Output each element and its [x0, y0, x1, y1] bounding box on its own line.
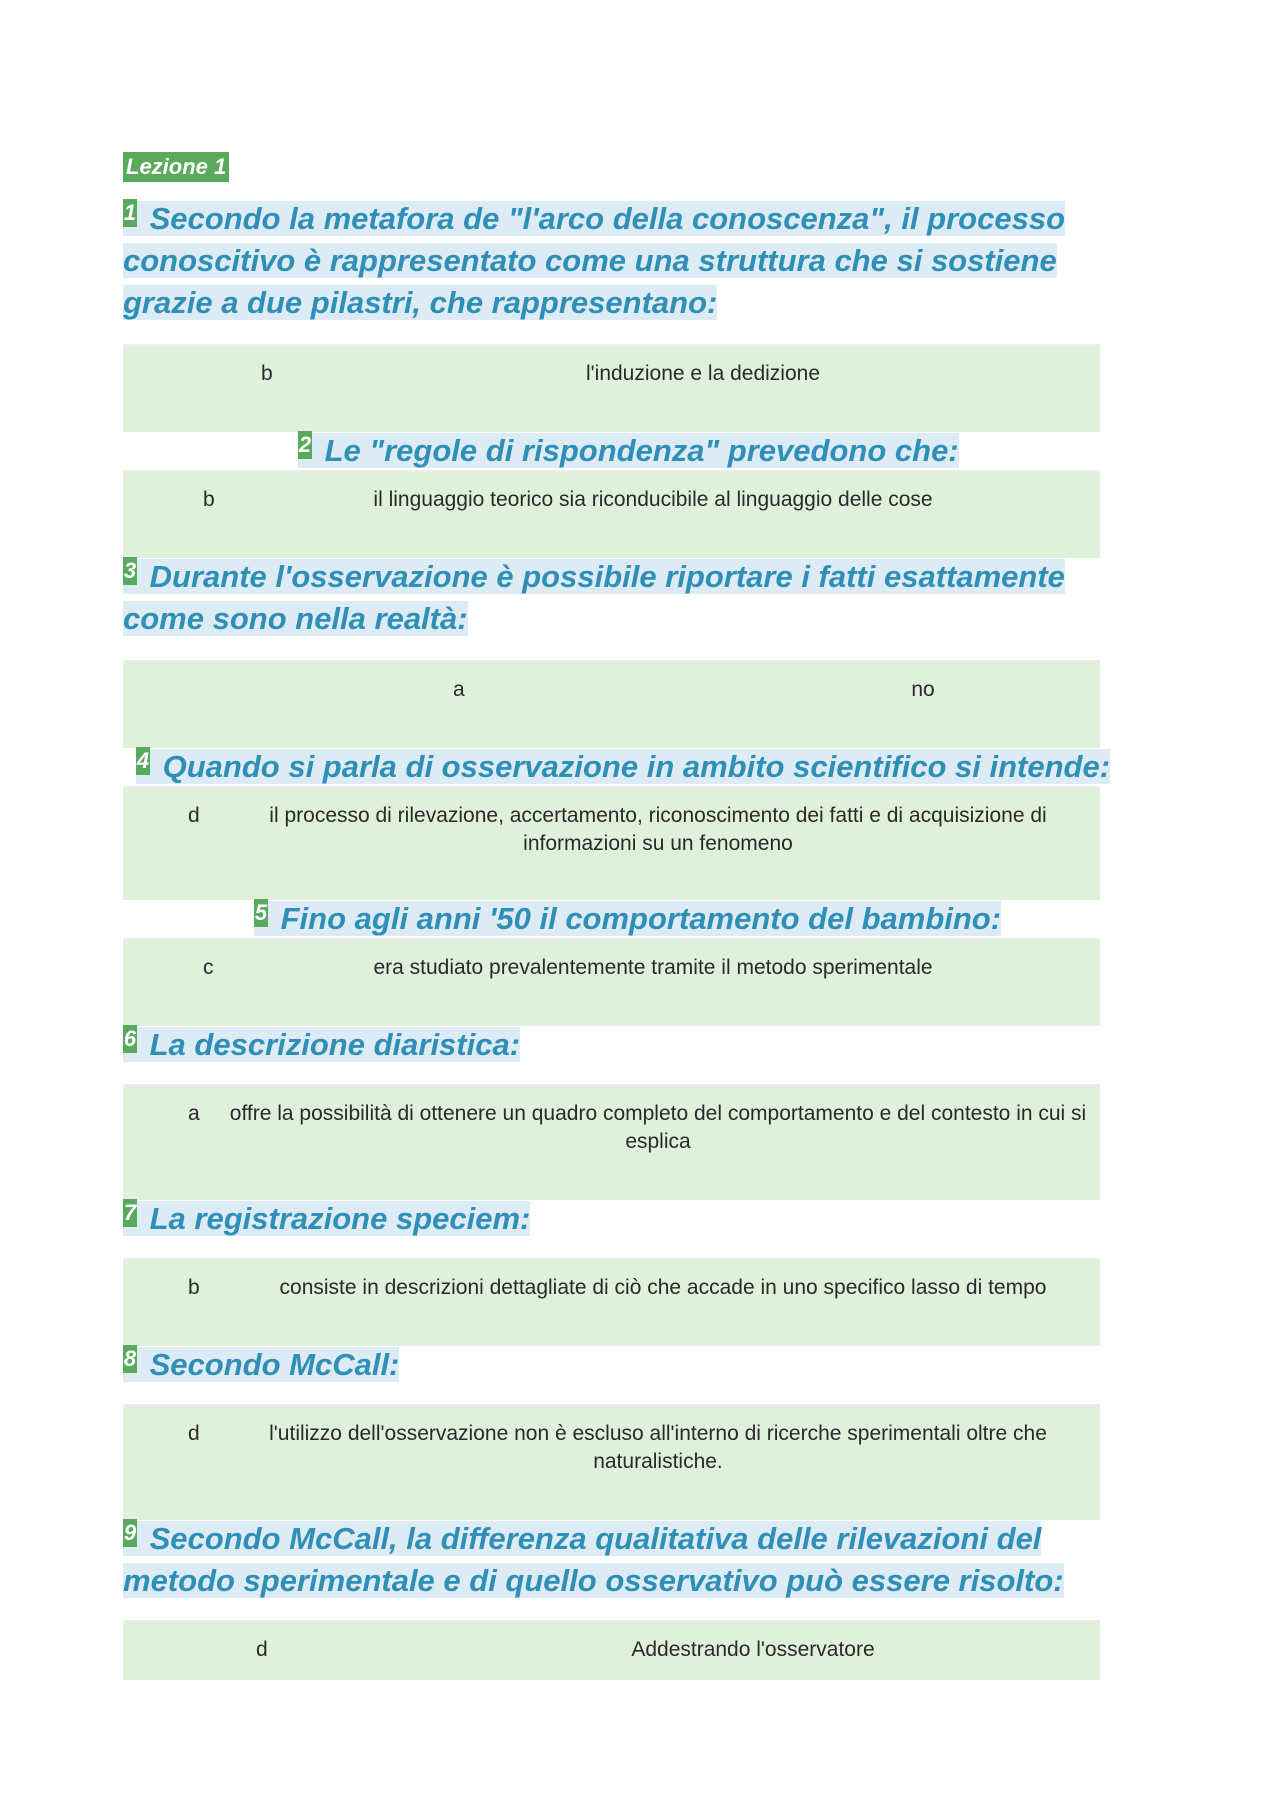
question-line: grazie a due pilastri, che rappresentano:	[123, 285, 718, 320]
lesson-label: Lezione 1	[123, 152, 229, 182]
question-number: 5	[254, 900, 268, 925]
question-2	[298, 430, 1098, 472]
answer-letter: d	[188, 804, 200, 827]
question-number: 2	[298, 432, 312, 457]
question-line	[136, 749, 1110, 784]
answer-letter: d	[188, 1422, 200, 1445]
question-line	[123, 1201, 530, 1236]
question-line	[123, 1027, 520, 1062]
question-number: 8	[123, 1346, 137, 1371]
answer-text: offre la possibilità di ottenere un quadro completo del comportamento e del contesto in cui si esplica	[229, 1102, 1087, 1153]
answer-text: l'utilizzo dell'osservazione non è escluso all'interno di ricerche sperimentali oltre che naturalistiche.	[269, 1422, 1047, 1473]
question-6	[123, 1024, 923, 1066]
answer-box-1	[123, 344, 1100, 432]
question-text: Secondo la metafora de "l'arco della conoscenza", il processo	[149, 201, 1066, 236]
answer-text: consiste in descrizioni dettagliate di ciò che accade in uno specifico lasso di tempo	[279, 1276, 1047, 1299]
question-line: conoscitivo è rappresentato come una struttura che si sostiene	[123, 243, 1057, 278]
question-text: La descrizione diaristica:	[149, 1027, 521, 1062]
question-number: 9	[123, 1520, 137, 1545]
question-line	[254, 901, 1001, 936]
question-number: 4	[136, 748, 150, 773]
answer-box-7	[123, 1258, 1100, 1346]
question-8	[123, 1344, 923, 1386]
answer-letter: c	[203, 956, 214, 979]
question-5	[254, 898, 1114, 940]
answer-box-2	[123, 470, 1100, 558]
answer-box-4	[123, 786, 1100, 900]
answer-box-6	[123, 1084, 1100, 1200]
question-text: La registrazione speciem:	[149, 1201, 531, 1236]
answer-letter: a	[188, 1102, 200, 1125]
question-line	[123, 1521, 1041, 1556]
question-line	[123, 201, 1065, 236]
question-text: Quando si parla di osservazione in ambito scientifico si intende:	[162, 749, 1111, 784]
question-line: metodo sperimentale e di quello osservativo può essere risolto:	[123, 1563, 1064, 1598]
question-number: 6	[123, 1026, 137, 1051]
answer-letter: b	[261, 362, 273, 385]
question-text: Le "regole di rispondenza" prevedono che:	[324, 433, 959, 468]
answer-text: l'induzione e la dedizione	[585, 362, 820, 385]
question-1	[123, 198, 1123, 324]
question-text: Durante l'osservazione è possibile riportare i fatti esattamente	[149, 559, 1065, 594]
question-line: come sono nella realtà:	[123, 601, 468, 636]
answer-letter: b	[188, 1276, 200, 1299]
question-text: Secondo McCall:	[149, 1347, 400, 1382]
question-line	[298, 433, 959, 468]
answer-box-3	[123, 660, 1100, 748]
answer-text: il processo di rilevazione, accertamento, riconoscimento dei fatti e di acquisizione di informazioni su un fenomeno	[269, 804, 1047, 855]
question-text: Secondo McCall, la differenza qualitativa delle rilevazioni del	[149, 1521, 1042, 1556]
answer-text: era studiato prevalentemente tramite il metodo sperimentale	[373, 956, 933, 979]
question-line	[123, 559, 1065, 594]
question-number: 1	[123, 200, 137, 225]
question-9	[123, 1518, 1123, 1602]
question-line	[123, 1347, 399, 1382]
answer-letter: b	[203, 488, 215, 511]
question-number: 7	[123, 1200, 137, 1225]
answer-text: Addestrando l'osservatore	[631, 1638, 875, 1661]
answer-letter: a	[453, 678, 465, 701]
answer-text: no	[911, 678, 935, 701]
answer-text: il linguaggio teorico sia riconducibile al linguaggio delle cose	[373, 488, 933, 511]
question-3	[123, 556, 1123, 640]
question-number: 3	[123, 558, 137, 583]
answer-letter: d	[256, 1638, 268, 1661]
question-text: Fino agli anni '50 il comportamento del bambino:	[280, 901, 1002, 936]
question-7	[123, 1198, 923, 1240]
question-4	[136, 746, 1276, 788]
answer-box-8	[123, 1404, 1100, 1520]
answer-box-9	[123, 1620, 1100, 1680]
answer-box-5	[123, 938, 1100, 1026]
